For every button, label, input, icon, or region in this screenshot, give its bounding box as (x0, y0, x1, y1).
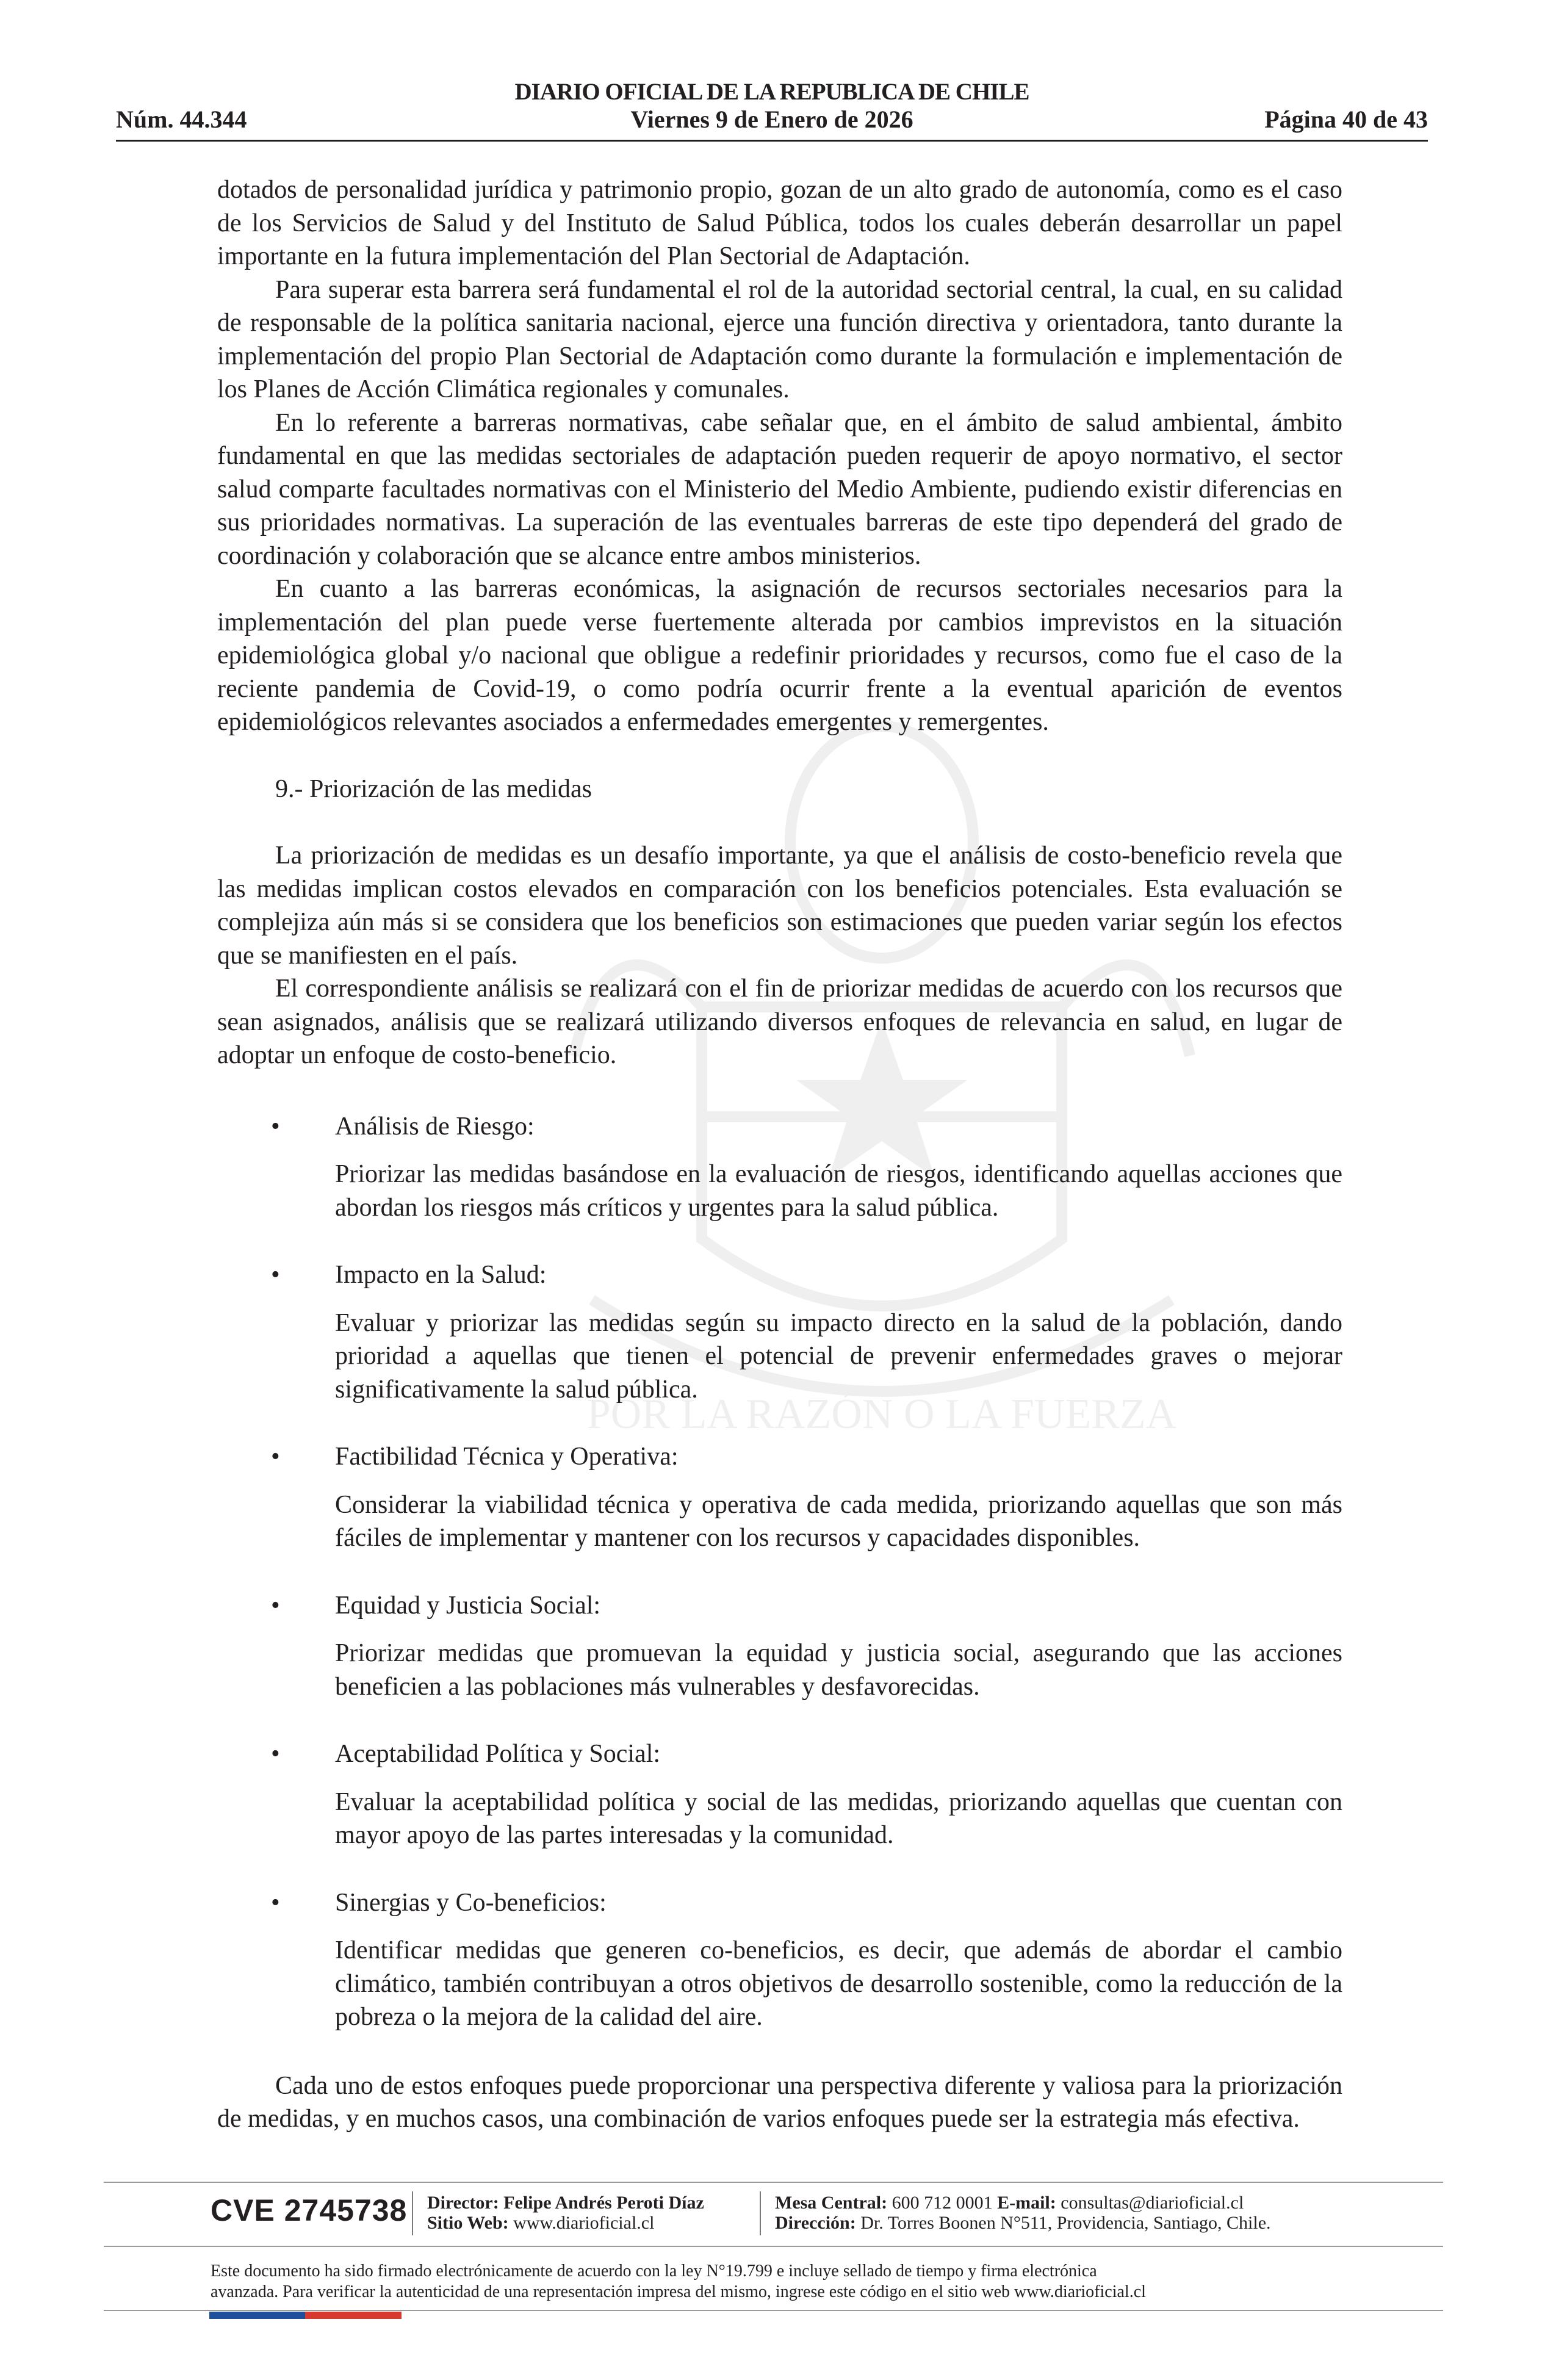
email-label: E-mail: (997, 2193, 1056, 2213)
bullet-dot: • (271, 1112, 280, 1141)
bullet-label: Impacto en la Salud: (335, 1261, 547, 1289)
bullet-text: Priorizar las medidas basándose en la evaluación de riesgos, identificando aquellas acciones que abordan los riesgos más críticos y urgentes para la salud pública. (335, 1160, 1342, 1222)
flag-stripe-blue (209, 2312, 305, 2319)
email-link[interactable]: consultas@diarioficial.cl (1061, 2193, 1244, 2213)
bullet-dot: • (271, 1261, 280, 1289)
footer-bottom-rule (104, 2310, 1443, 2311)
bullet-text: Priorizar medidas que promuevan la equidad y justicia social, asegurando que las acciones beneficien a las poblaciones más vulnerables y desfavorecidas. (335, 1639, 1342, 1701)
section-paragraph-2: El correspondiente análisis se realizará con el fin de priorizar medidas de acuerdo con los recursos que sean asignados, análisis que se realizará utilizando diversos enfoques de relevancia en salud, en lugar de adoptar un enfoque de costo-beneficio. (217, 975, 1342, 1069)
bullet-dot: • (271, 1591, 280, 1620)
cve-code: CVE 2745738 (211, 2193, 408, 2227)
bullet-item (217, 1110, 1342, 1225)
bullet-item (217, 1737, 1342, 1852)
section-heading: 9.- Priorización de las medidas (275, 774, 593, 803)
mesa-phone: 600 712 0001 (891, 2193, 993, 2213)
intro-paragraph-4: En cuanto a las barreras económicas, la asignación de recursos sectoriales necesarios para la implementación del plan puede verse fuertemente alterada por cambios imprevistos en la situación epidemiológica global y/o nacional que obligue a redefinir prioridades y recursos, como fue el caso de la reciente pandemia de Covid-19, o como podría ocurrir frente a la eventual aparición de eventos epidemiológicos relevantes asociados a enfermedades emergentes y remergentes. (217, 575, 1342, 736)
intro-paragraph-2: Para superar esta barrera será fundamental el rol de la autoridad sectorial central, la cual, en su calidad de responsable de la política sanitaria nacional, ejerce una función directiva y orientadora, tanto durante la implementación del propio Plan Sectorial de Adaptación como durante la formulación e implementación de los Planes de Acción Climática regionales y comunales. (217, 275, 1342, 403)
closing-paragraph: Cada uno de estos enfoques puede proporcionar una perspectiva diferente y valiosa para la priorización de medidas, y en muchos casos, una combinación de varios enfoques puede ser la estrategia más efectiva. (217, 2071, 1342, 2133)
watermark-motto: POR LA RAZÓN O LA FUERZA (586, 1391, 1177, 1438)
bullet-dot: • (271, 1443, 280, 1471)
bullet-text: Evaluar y priorizar las medidas según su impacto directo en la salud de la población, dando prioridad a aquellas que tienen el potencial de prevenir enfermedades graves o mejorar significativamente la salud pública. (335, 1308, 1342, 1404)
director-label: Director: (427, 2193, 499, 2213)
footer-separator (412, 2191, 413, 2235)
page-number: Página 40 de 43 (1264, 106, 1428, 133)
legal-line-1: Este documento ha sido firmado electrónicamente de acuerdo con la ley N°19.799 e incluye sellado de tiempo y firma electrónica (211, 2262, 1097, 2281)
footer-top-rule (104, 2182, 1443, 2183)
mesa-label: Mesa Central: (775, 2193, 888, 2213)
bullet-dot: • (271, 1888, 280, 1917)
section-paragraph-1: La priorización de medidas es un desafío importante, ya que el análisis de costo-beneficio revela que las medidas implican costos elevados en comparación con los beneficios potenciales. Esta evaluación se complejiza aún más si se considera que los beneficios son estimaciones que pueden variar según los efectos que se manifiesten en el país. (217, 842, 1342, 970)
flag-stripe (209, 2312, 402, 2319)
bullet-item (217, 1886, 1342, 2034)
bullet-item (217, 1258, 1342, 1406)
site-link[interactable]: www.diarioficial.cl (513, 2213, 655, 2233)
bullet-label: Factibilidad Técnica y Operativa: (335, 1443, 679, 1471)
flag-stripe-red (305, 2312, 402, 2319)
bullet-item (217, 1440, 1342, 1555)
bullet-text: Considerar la viabilidad técnica y operativa de cada medida, priorizando aquellas que son más fáciles de implementar y mantener con los recursos y capacidades disponibles. (335, 1490, 1342, 1552)
site-label: Sitio Web: (427, 2213, 509, 2233)
page-header (116, 72, 1428, 139)
footer-director-block (427, 2193, 704, 2233)
bullet-text: Identificar medidas que generen co-beneficios, es decir, que además de abordar el cambio climático, también contribuyan a otros objetivos de desarrollo sostenible, como la reducción de la pobreza o la mejora de la calidad del aire. (335, 1936, 1342, 2031)
bullet-text: Evaluar la aceptabilidad política y social de las medidas, priorizando aquellas que cuentan con mayor apoyo de las partes interesadas y la comunidad. (335, 1787, 1342, 1849)
header-divider (116, 140, 1428, 142)
footer-middle-rule (104, 2246, 1443, 2247)
bullet-label: Equidad y Justicia Social: (335, 1591, 601, 1620)
document-body (217, 173, 1342, 2136)
legal-notice (211, 2261, 1425, 2302)
director-name: Felipe Andrés Peroti Díaz (503, 2193, 704, 2213)
newspaper-title: DIARIO OFICIAL DE LA REPUBLICA DE CHILE (514, 79, 1029, 105)
bullet-label: Aceptabilidad Política y Social: (335, 1740, 661, 1768)
footer-contact-block (775, 2193, 1271, 2233)
bullet-item (217, 1589, 1342, 1704)
address-label: Dirección: (775, 2213, 856, 2233)
issue-date: Viernes 9 de Enero de 2026 (630, 106, 913, 133)
issue-number: Núm. 44.344 (116, 106, 247, 133)
footer-separator (760, 2191, 761, 2235)
bullet-label: Sinergias y Co-beneficios: (335, 1888, 607, 1917)
intro-paragraph-3: En lo referente a barreras normativas, cabe señalar que, en el ámbito de salud ambiental, ámbito fundamental en que las medidas sectoriales de adaptación pueden requerir de apoyo normativo, el sector salud comparte facultades normativas con el Ministerio del Medio Ambiente, pudiendo existir diferencias en sus prioridades normativas. La superación de las eventuales barreras de este tipo dependerá del grado de coordinación y colaboración que se alcance entre ambos ministerios. (217, 408, 1342, 570)
legal-line-2: avanzada. Para verificar la autenticidad de una representación impresa del mismo, ingrese este código en el sitio web www.diarioficial.cl (211, 2282, 1146, 2301)
bullet-dot: • (271, 1740, 280, 1768)
address-value: Dr. Torres Boonen N°511, Providencia, Santiago, Chile. (860, 2213, 1271, 2233)
bullet-label: Análisis de Riesgo: (335, 1112, 535, 1141)
intro-paragraph-1: dotados de personalidad jurídica y patrimonio propio, gozan de un alto grado de autonomía, como es el caso de los Servicios de Salud y del Instituto de Salud Pública, todos los cuales deberán desarrollar un papel importante en la futura implementación del Plan Sectorial de Adaptación. (217, 176, 1342, 270)
